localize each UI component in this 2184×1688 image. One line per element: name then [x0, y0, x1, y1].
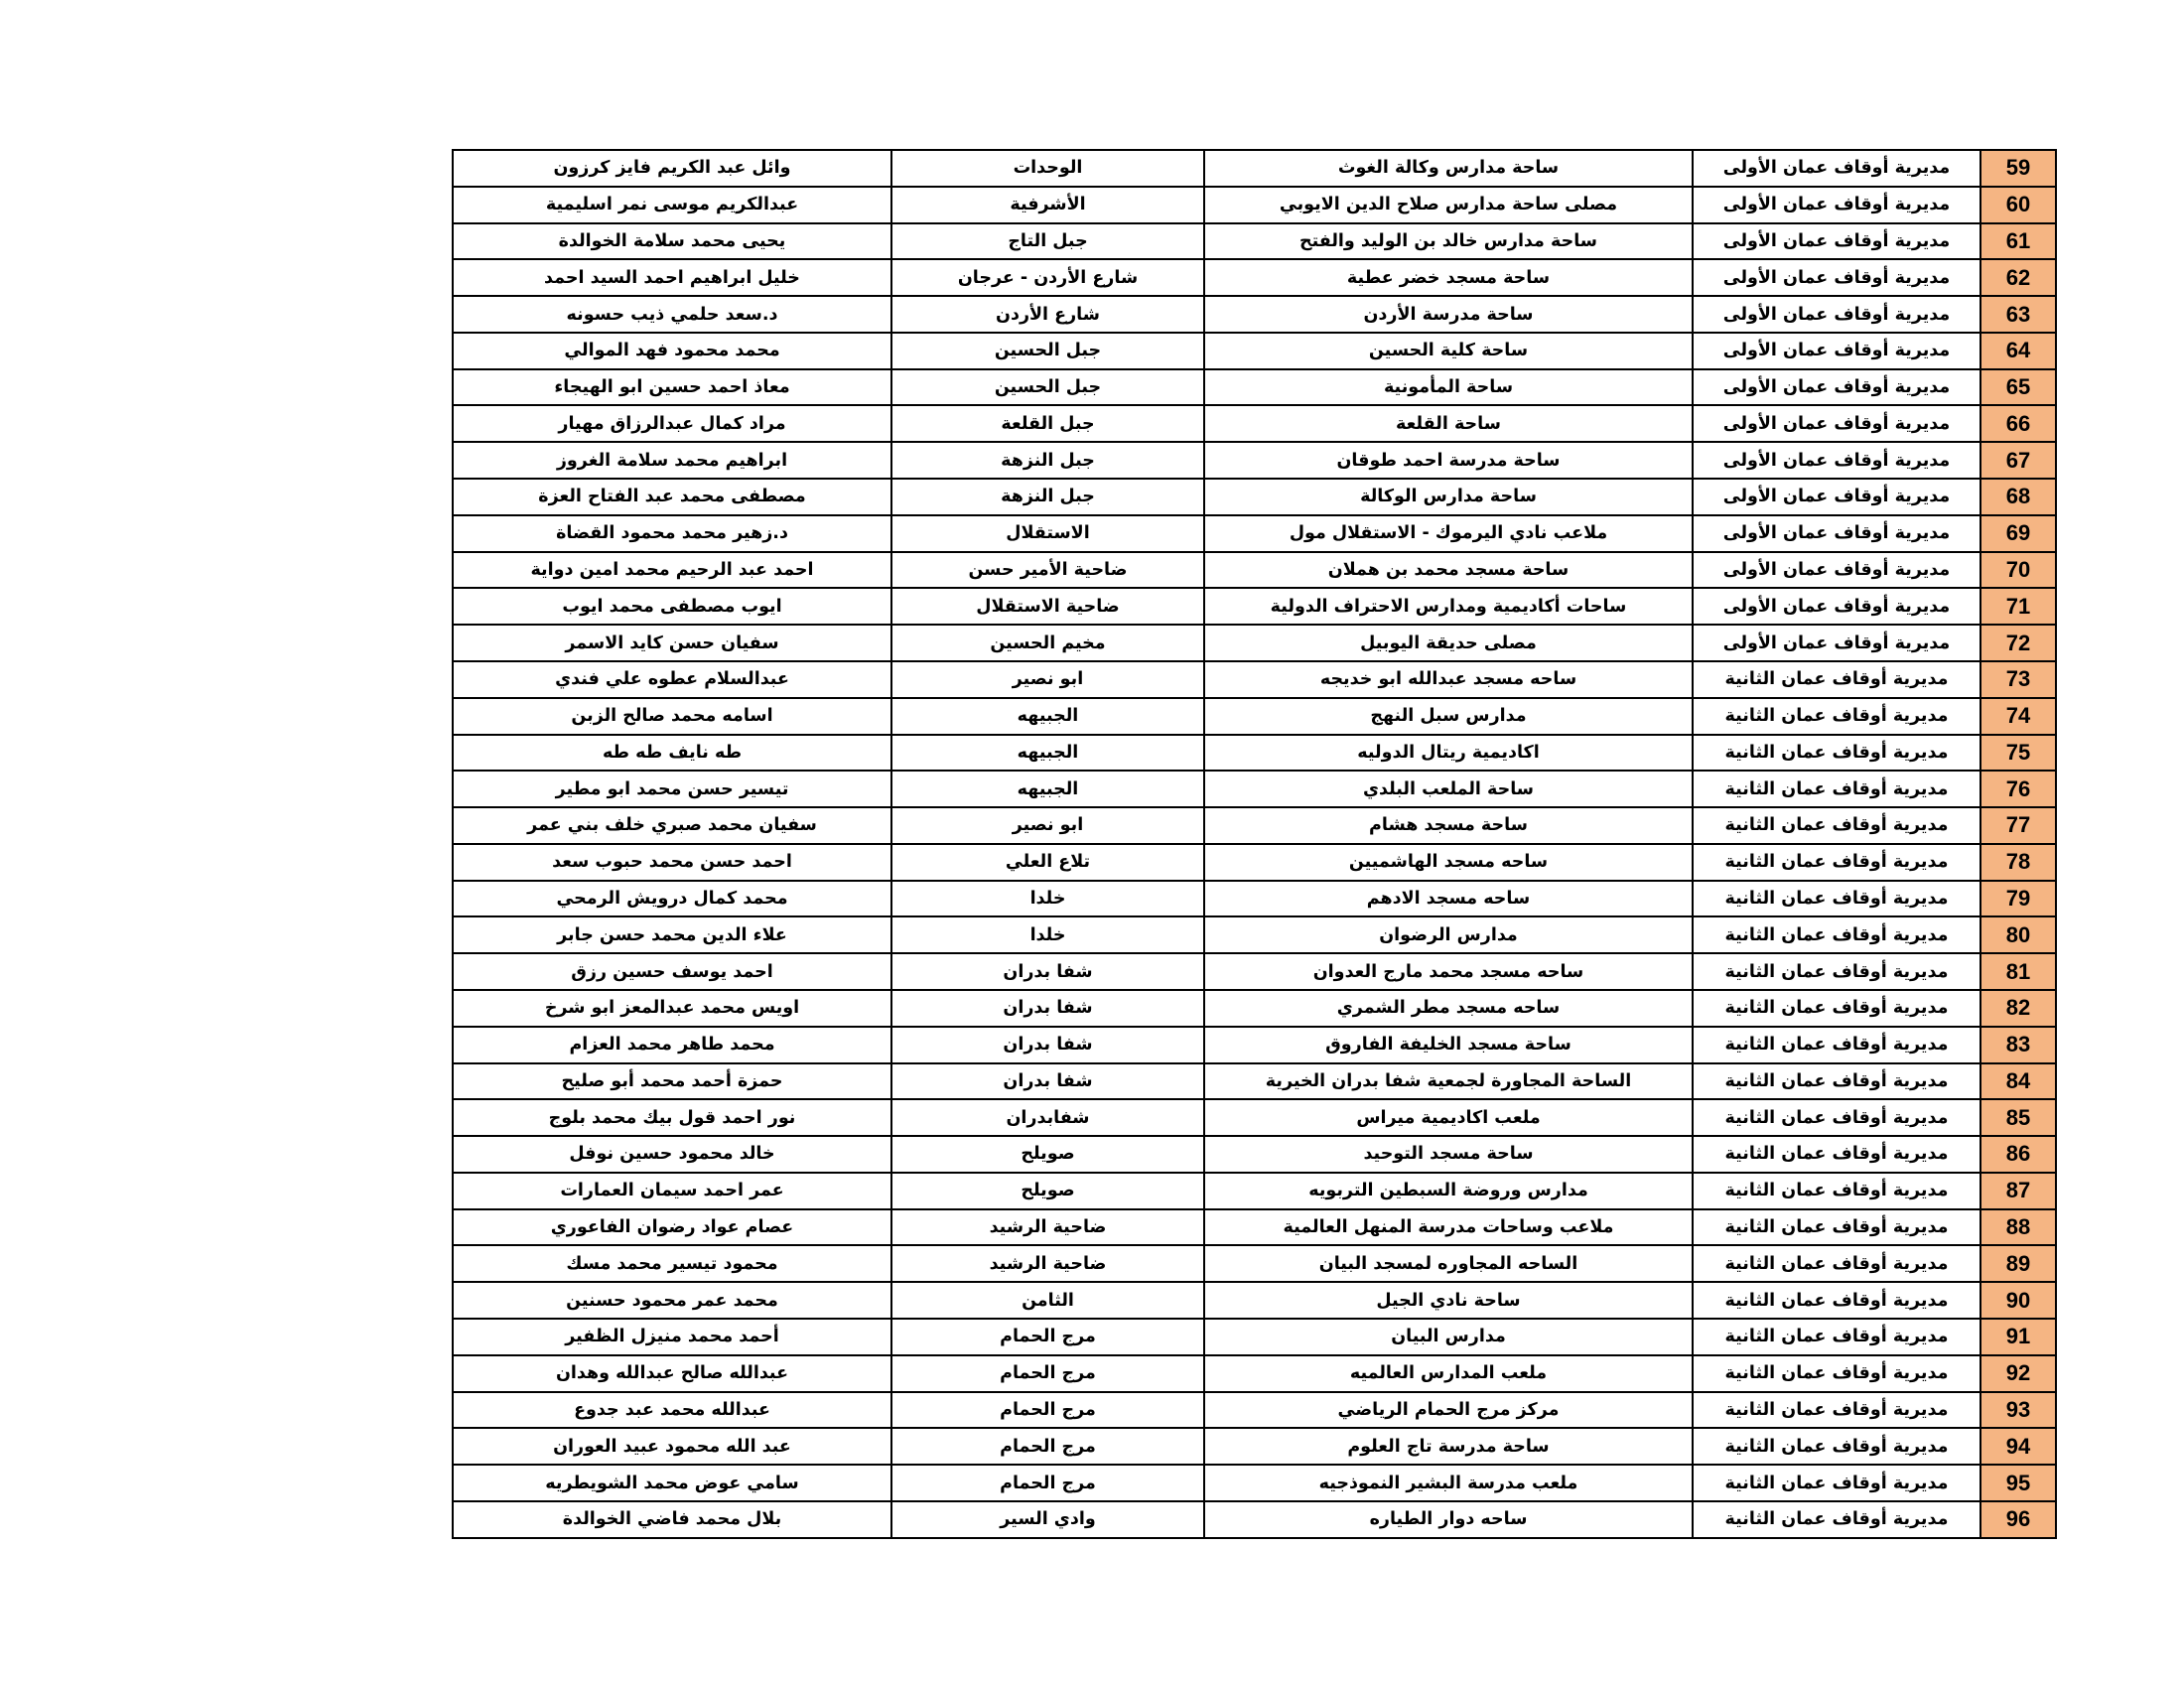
area-cell: خلدا — [891, 881, 1204, 917]
directorate-cell: مديرية أوقاف عمان الثانية — [1693, 916, 1980, 953]
area-cell: جبل الحسين — [891, 369, 1204, 406]
table-row — [453, 369, 2056, 406]
table-row — [453, 479, 2056, 515]
table-row — [453, 661, 2056, 698]
table-row — [453, 1173, 2056, 1209]
location-cell: ملعب اكاديمية ميراس — [1204, 1099, 1693, 1136]
row-number-cell: 79 — [1980, 881, 2056, 917]
directorate-cell: مديرية أوقاف عمان الثانية — [1693, 953, 1980, 990]
row-number-cell: 64 — [1980, 333, 2056, 369]
location-cell: ساحة نادي الجيل — [1204, 1282, 1693, 1319]
location-cell: ساحة مدارس خالد بن الوليد والفتح — [1204, 223, 1693, 260]
row-number-cell: 92 — [1980, 1355, 2056, 1392]
location-cell: ساحة مسجد الخليفة الفاروق — [1204, 1027, 1693, 1063]
location-cell: ساحة مسجد محمد بن هملان — [1204, 552, 1693, 589]
area-cell: شفا بدران — [891, 1063, 1204, 1100]
location-cell: ملعب المدارس العالميه — [1204, 1355, 1693, 1392]
table-row — [453, 1355, 2056, 1392]
imam-name-cell: مصطفى محمد عبد الفتاح العزة — [453, 479, 891, 515]
table-row — [453, 333, 2056, 369]
table-row — [453, 187, 2056, 223]
directorate-cell: مديرية أوقاف عمان الأولى — [1693, 625, 1980, 661]
area-cell: جبل القلعة — [891, 405, 1204, 442]
area-cell: الجبيهه — [891, 698, 1204, 735]
row-number-cell: 68 — [1980, 479, 2056, 515]
directorate-cell: مديرية أوقاف عمان الثانية — [1693, 1465, 1980, 1501]
location-cell: ساحات أكاديمية ومدارس الاحتراف الدولية — [1204, 588, 1693, 625]
row-number-cell: 89 — [1980, 1245, 2056, 1282]
directorate-cell: مديرية أوقاف عمان الثانية — [1693, 1136, 1980, 1173]
imam-name-cell: محمد كمال درويش الرمحي — [453, 881, 891, 917]
row-number-cell: 60 — [1980, 187, 2056, 223]
imam-name-cell: عبد الله محمود عبيد العوران — [453, 1428, 891, 1465]
area-cell: جبل الحسين — [891, 333, 1204, 369]
area-cell: شفا بدران — [891, 953, 1204, 990]
row-number-cell: 86 — [1980, 1136, 2056, 1173]
imam-name-cell: معاذ احمد حسين ابو الهيجاء — [453, 369, 891, 406]
directorate-cell: مديرية أوقاف عمان الأولى — [1693, 187, 1980, 223]
area-cell: مرج الحمام — [891, 1319, 1204, 1355]
area-cell: ابو نصير — [891, 807, 1204, 844]
directorate-cell: مديرية أوقاف عمان الثانية — [1693, 1027, 1980, 1063]
location-cell: ملعب مدرسة البشير النموذجيه — [1204, 1465, 1693, 1501]
area-cell: شارع الأردن — [891, 296, 1204, 333]
row-number-cell: 96 — [1980, 1501, 2056, 1538]
table-row — [453, 1099, 2056, 1136]
imam-name-cell: سفيان حسن كايد الاسمر — [453, 625, 891, 661]
area-cell: الجبيهه — [891, 771, 1204, 807]
directorate-cell: مديرية أوقاف عمان الأولى — [1693, 369, 1980, 406]
imam-name-cell: احمد عبد الرحيم محمد امين دواية — [453, 552, 891, 589]
area-cell: تلاع العلي — [891, 844, 1204, 881]
directorate-cell: مديرية أوقاف عمان الأولى — [1693, 223, 1980, 260]
imam-name-cell: أحمد محمد منيزل الظفير — [453, 1319, 891, 1355]
table-row — [453, 150, 2056, 187]
directorate-cell: مديرية أوقاف عمان الأولى — [1693, 405, 1980, 442]
table-row — [453, 296, 2056, 333]
directorate-cell: مديرية أوقاف عمان الثانية — [1693, 881, 1980, 917]
table-row — [453, 881, 2056, 917]
row-number-cell: 80 — [1980, 916, 2056, 953]
area-cell: شفابدران — [891, 1099, 1204, 1136]
location-cell: ساحة مدرسة تاج العلوم — [1204, 1428, 1693, 1465]
location-cell: ساحة مسجد خضر عطية — [1204, 259, 1693, 296]
area-cell: جبل النزهة — [891, 479, 1204, 515]
imam-name-cell: علاء الدين محمد حسن جابر — [453, 916, 891, 953]
row-number-cell: 84 — [1980, 1063, 2056, 1100]
directorate-cell: مديرية أوقاف عمان الثانية — [1693, 735, 1980, 772]
directorate-cell: مديرية أوقاف عمان الأولى — [1693, 479, 1980, 515]
table-row — [453, 1319, 2056, 1355]
imam-name-cell: تيسير حسن محمد ابو مطير — [453, 771, 891, 807]
row-number-cell: 67 — [1980, 442, 2056, 479]
table-row — [453, 990, 2056, 1027]
row-number-cell: 90 — [1980, 1282, 2056, 1319]
location-cell: مدارس وروضة السبطين التربويه — [1204, 1173, 1693, 1209]
table-row — [453, 588, 2056, 625]
directorate-cell: مديرية أوقاف عمان الثانية — [1693, 1319, 1980, 1355]
imam-name-cell: عمر احمد سيمان العمارات — [453, 1173, 891, 1209]
location-cell: مدارس البيان — [1204, 1319, 1693, 1355]
table-row — [453, 1209, 2056, 1246]
area-cell: ضاحية الرشيد — [891, 1245, 1204, 1282]
table-row — [453, 1392, 2056, 1429]
area-cell: شارع الأردن - عرجان — [891, 259, 1204, 296]
area-cell: خلدا — [891, 916, 1204, 953]
row-number-cell: 88 — [1980, 1209, 2056, 1246]
imam-name-cell: خليل ابراهيم احمد السيد احمد — [453, 259, 891, 296]
area-cell: ضاحية الأمير حسن — [891, 552, 1204, 589]
row-number-cell: 76 — [1980, 771, 2056, 807]
imam-name-cell: د.زهير محمد محمود القضاة — [453, 515, 891, 552]
area-cell: جبل التاج — [891, 223, 1204, 260]
location-cell: ساحة مسجد التوحيد — [1204, 1136, 1693, 1173]
row-number-cell: 65 — [1980, 369, 2056, 406]
table-row — [453, 916, 2056, 953]
imam-name-cell: ابراهيم محمد سلامة الغروز — [453, 442, 891, 479]
area-cell: الجبيهه — [891, 735, 1204, 772]
row-number-cell: 63 — [1980, 296, 2056, 333]
imam-name-cell: محمد عمر محمود حسنين — [453, 1282, 891, 1319]
directorate-cell: مديرية أوقاف عمان الثانية — [1693, 771, 1980, 807]
directorate-cell: مديرية أوقاف عمان الثانية — [1693, 1355, 1980, 1392]
location-cell: ساحة القلعة — [1204, 405, 1693, 442]
table-row — [453, 953, 2056, 990]
area-cell: وادي السير — [891, 1501, 1204, 1538]
row-number-cell: 87 — [1980, 1173, 2056, 1209]
directorate-cell: مديرية أوقاف عمان الثانية — [1693, 661, 1980, 698]
location-cell: ساحة المأمونية — [1204, 369, 1693, 406]
imam-name-cell: محمد محمود فهد الموالي — [453, 333, 891, 369]
table-row — [453, 515, 2056, 552]
table-row — [453, 1428, 2056, 1465]
location-cell: الساحه المجاوره لمسجد البيان — [1204, 1245, 1693, 1282]
imam-name-cell: عبدالله محمد عبد جدوع — [453, 1392, 891, 1429]
location-cell: مدارس سبل النهج — [1204, 698, 1693, 735]
row-number-cell: 82 — [1980, 990, 2056, 1027]
prayer-grounds-table — [452, 149, 2057, 1539]
area-cell: شفا بدران — [891, 990, 1204, 1027]
area-cell: الأشرفية — [891, 187, 1204, 223]
directorate-cell: مديرية أوقاف عمان الثانية — [1693, 1282, 1980, 1319]
table-row — [453, 807, 2056, 844]
table-row — [453, 771, 2056, 807]
row-number-cell: 71 — [1980, 588, 2056, 625]
directorate-cell: مديرية أوقاف عمان الثانية — [1693, 1428, 1980, 1465]
row-number-cell: 83 — [1980, 1027, 2056, 1063]
directorate-cell: مديرية أوقاف عمان الثانية — [1693, 698, 1980, 735]
imam-name-cell: اويس محمد عبدالمعز ابو شرخ — [453, 990, 891, 1027]
location-cell: ساحة مدرسة الأردن — [1204, 296, 1693, 333]
area-cell: صويلح — [891, 1136, 1204, 1173]
row-number-cell: 81 — [1980, 953, 2056, 990]
location-cell: مدارس الرضوان — [1204, 916, 1693, 953]
location-cell: ساحه مسجد مطر الشمري — [1204, 990, 1693, 1027]
location-cell: ساحة مسجد هشام — [1204, 807, 1693, 844]
table-row — [453, 442, 2056, 479]
directorate-cell: مديرية أوقاف عمان الثانية — [1693, 1099, 1980, 1136]
row-number-cell: 62 — [1980, 259, 2056, 296]
directorate-cell: مديرية أوقاف عمان الثانية — [1693, 1245, 1980, 1282]
location-cell: ساحة مدارس وكالة الغوث — [1204, 150, 1693, 187]
location-cell: ساحه دوار الطياره — [1204, 1501, 1693, 1538]
area-cell: شفا بدران — [891, 1027, 1204, 1063]
imam-name-cell: احمد حسن محمد حبوب سعد — [453, 844, 891, 881]
table-row — [453, 844, 2056, 881]
area-cell: الثامن — [891, 1282, 1204, 1319]
row-number-cell: 75 — [1980, 735, 2056, 772]
imam-name-cell: د.سعد حلمي ذيب حسونه — [453, 296, 891, 333]
table-row — [453, 405, 2056, 442]
imam-name-cell: طه نايف طه طه — [453, 735, 891, 772]
area-cell: صويلح — [891, 1173, 1204, 1209]
row-number-cell: 95 — [1980, 1465, 2056, 1501]
imam-name-cell: سفيان محمد صبري خلف بني عمر — [453, 807, 891, 844]
imam-name-cell: مراد كمال عبدالرزاق مهيار — [453, 405, 891, 442]
row-number-cell: 74 — [1980, 698, 2056, 735]
table-row — [453, 1465, 2056, 1501]
location-cell: ساحه مسجد محمد مارج العدوان — [1204, 953, 1693, 990]
row-number-cell: 69 — [1980, 515, 2056, 552]
directorate-cell: مديرية أوقاف عمان الثانية — [1693, 844, 1980, 881]
location-cell: ساحة الملعب البلدي — [1204, 771, 1693, 807]
imam-name-cell: حمزة أحمد محمد أبو صليح — [453, 1063, 891, 1100]
area-cell: الاستقلال — [891, 515, 1204, 552]
location-cell: الساحة المجاورة لجمعية شفا بدران الخيرية — [1204, 1063, 1693, 1100]
row-number-cell: 91 — [1980, 1319, 2056, 1355]
row-number-cell: 70 — [1980, 552, 2056, 589]
location-cell: ساحه مسجد عبدالله ابو خديجه — [1204, 661, 1693, 698]
directorate-cell: مديرية أوقاف عمان الأولى — [1693, 259, 1980, 296]
table-body — [453, 150, 2056, 1538]
directorate-cell: مديرية أوقاف عمان الثانية — [1693, 807, 1980, 844]
table-row — [453, 735, 2056, 772]
imam-name-cell: ايوب مصطفى محمد ايوب — [453, 588, 891, 625]
directorate-cell: مديرية أوقاف عمان الأولى — [1693, 333, 1980, 369]
location-cell: اكاديمية ريتال الدوليه — [1204, 735, 1693, 772]
area-cell: مرج الحمام — [891, 1465, 1204, 1501]
table-row — [453, 223, 2056, 260]
imam-name-cell: عبدالله صالح عبدالله وهدان — [453, 1355, 891, 1392]
location-cell: ملاعب نادي اليرموك - الاستقلال مول — [1204, 515, 1693, 552]
row-number-cell: 77 — [1980, 807, 2056, 844]
directorate-cell: مديرية أوقاف عمان الأولى — [1693, 515, 1980, 552]
location-cell: مصلى حديقة اليوبيل — [1204, 625, 1693, 661]
row-number-cell: 73 — [1980, 661, 2056, 698]
row-number-cell: 59 — [1980, 150, 2056, 187]
imam-name-cell: عبدالسلام عطوه علي فندي — [453, 661, 891, 698]
imam-name-cell: عصام عواد رضوان الفاعوري — [453, 1209, 891, 1246]
imam-name-cell: وائل عبد الكريم فايز كرزون — [453, 150, 891, 187]
location-cell: ساحة كلية الحسين — [1204, 333, 1693, 369]
directorate-cell: مديرية أوقاف عمان الأولى — [1693, 296, 1980, 333]
imam-name-cell: احمد يوسف حسين رزق — [453, 953, 891, 990]
area-cell: الوحدات — [891, 150, 1204, 187]
imam-name-cell: سامي عوض محمد الشويطريه — [453, 1465, 891, 1501]
area-cell: مرج الحمام — [891, 1355, 1204, 1392]
location-cell: ساحة مدارس الوكالة — [1204, 479, 1693, 515]
table-row — [453, 1501, 2056, 1538]
area-cell: جبل النزهة — [891, 442, 1204, 479]
location-cell: ساحة مدرسة احمد طوقان — [1204, 442, 1693, 479]
directorate-cell: مديرية أوقاف عمان الثانية — [1693, 1209, 1980, 1246]
location-cell: مصلى ساحة مدارس صلاح الدين الايوبي — [1204, 187, 1693, 223]
imam-name-cell: نور احمد قول بيك محمد بلوج — [453, 1099, 891, 1136]
row-number-cell: 61 — [1980, 223, 2056, 260]
imam-name-cell: محمود تيسير محمد مسك — [453, 1245, 891, 1282]
area-cell: مرج الحمام — [891, 1428, 1204, 1465]
row-number-cell: 85 — [1980, 1099, 2056, 1136]
row-number-cell: 93 — [1980, 1392, 2056, 1429]
area-cell: ضاحية الرشيد — [891, 1209, 1204, 1246]
directorate-cell: مديرية أوقاف عمان الثانية — [1693, 1063, 1980, 1100]
directorate-cell: مديرية أوقاف عمان الأولى — [1693, 588, 1980, 625]
imam-name-cell: اسامه محمد صالح الزبن — [453, 698, 891, 735]
table-row — [453, 259, 2056, 296]
imam-name-cell: يحيى محمد سلامة الخوالدة — [453, 223, 891, 260]
table-row — [453, 1027, 2056, 1063]
table-row — [453, 1245, 2056, 1282]
area-cell: مرج الحمام — [891, 1392, 1204, 1429]
location-cell: مركز مرج الحمام الرياضي — [1204, 1392, 1693, 1429]
area-cell: مخيم الحسين — [891, 625, 1204, 661]
imam-name-cell: محمد طاهر محمد العزام — [453, 1027, 891, 1063]
row-number-cell: 78 — [1980, 844, 2056, 881]
area-cell: ابو نصير — [891, 661, 1204, 698]
row-number-cell: 66 — [1980, 405, 2056, 442]
table-row — [453, 1063, 2056, 1100]
table-row — [453, 1136, 2056, 1173]
location-cell: ساحه مسجد الهاشميين — [1204, 844, 1693, 881]
location-cell: ساحه مسجد الادهم — [1204, 881, 1693, 917]
directorate-cell: مديرية أوقاف عمان الثانية — [1693, 1173, 1980, 1209]
imam-name-cell: خالد محمود حسين نوفل — [453, 1136, 891, 1173]
table-row — [453, 625, 2056, 661]
directorate-cell: مديرية أوقاف عمان الثانية — [1693, 990, 1980, 1027]
directorate-cell: مديرية أوقاف عمان الأولى — [1693, 442, 1980, 479]
directorate-cell: مديرية أوقاف عمان الثانية — [1693, 1501, 1980, 1538]
table-row — [453, 552, 2056, 589]
directorate-cell: مديرية أوقاف عمان الأولى — [1693, 552, 1980, 589]
directorate-cell: مديرية أوقاف عمان الثانية — [1693, 1392, 1980, 1429]
row-number-cell: 94 — [1980, 1428, 2056, 1465]
imam-name-cell: بلال محمد فاضي الخوالدة — [453, 1501, 891, 1538]
directorate-cell: مديرية أوقاف عمان الأولى — [1693, 150, 1980, 187]
row-number-cell: 72 — [1980, 625, 2056, 661]
imam-name-cell: عبدالكريم موسى نمر اسليمية — [453, 187, 891, 223]
location-cell: ملاعب وساحات مدرسة المنهل العالمية — [1204, 1209, 1693, 1246]
table-row — [453, 1282, 2056, 1319]
area-cell: ضاحية الاستقلال — [891, 588, 1204, 625]
table-row — [453, 698, 2056, 735]
